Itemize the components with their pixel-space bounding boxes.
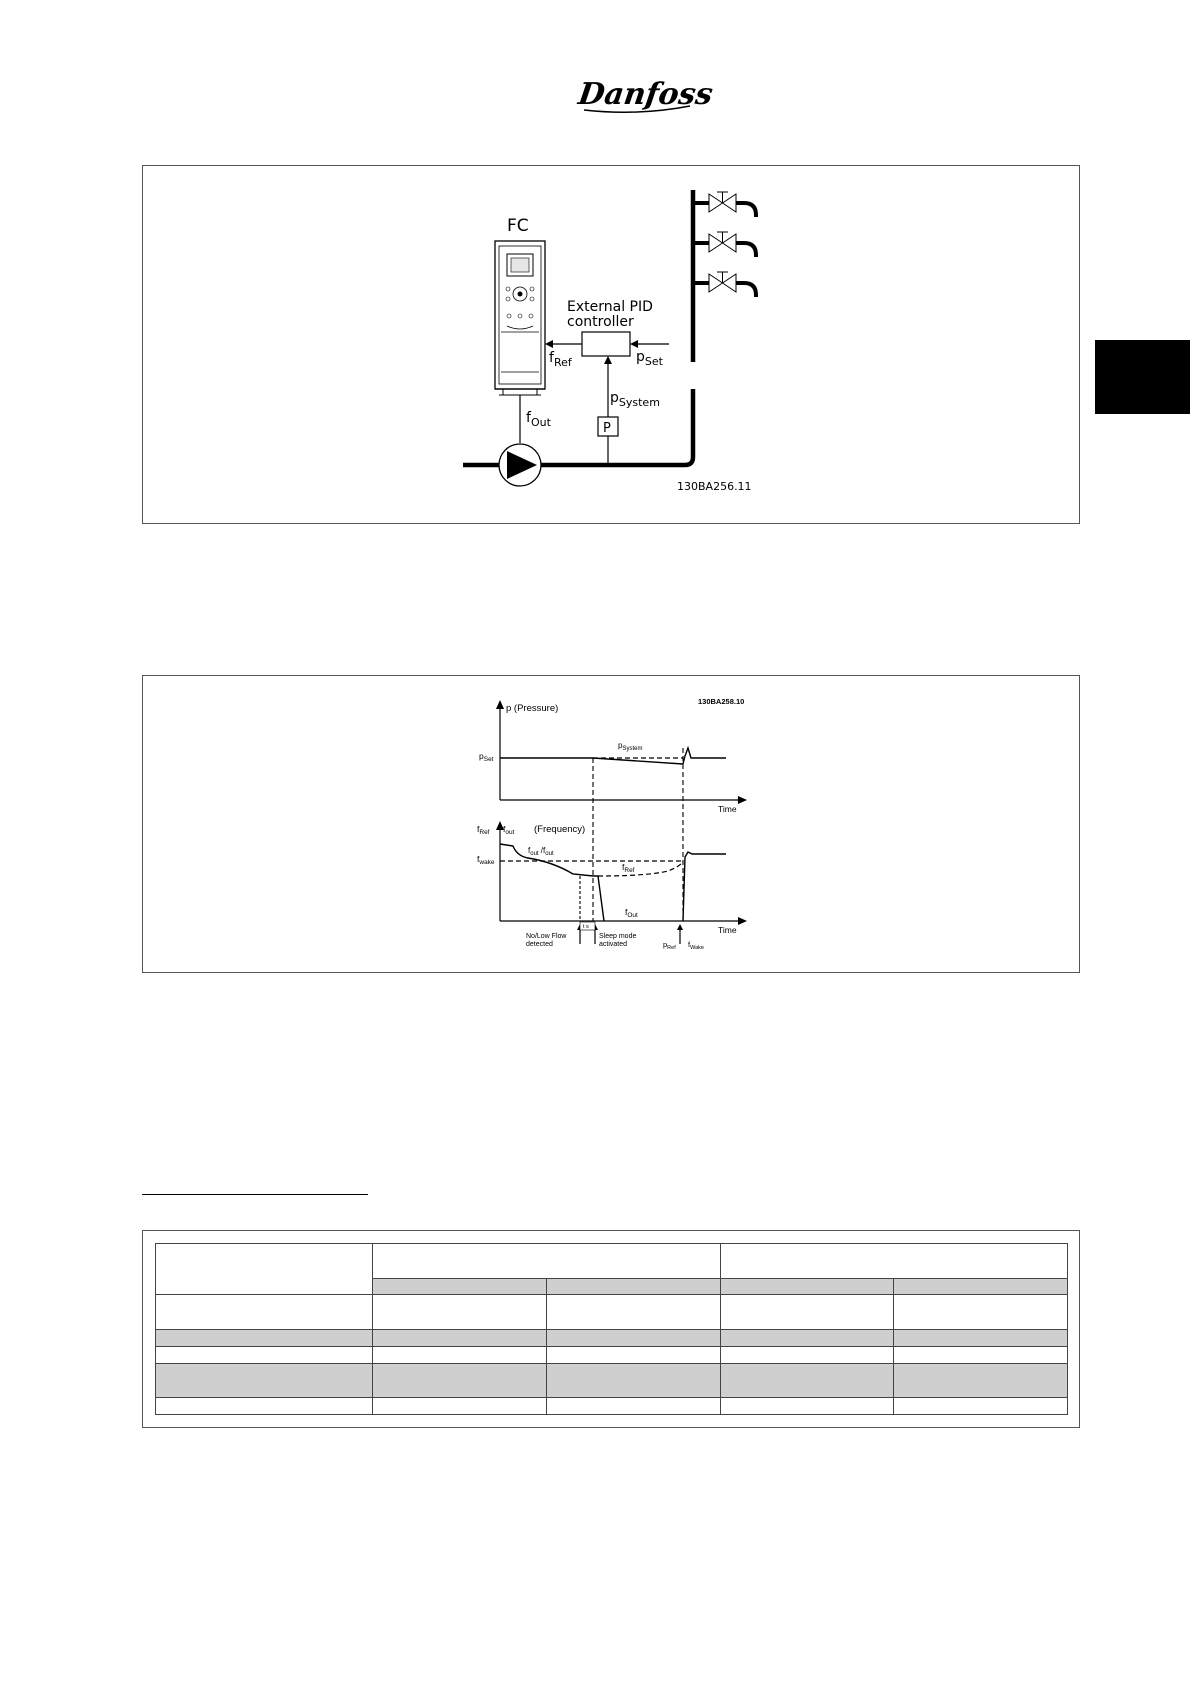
table-row	[156, 1347, 1068, 1364]
table-cell	[373, 1244, 721, 1279]
table-cell	[547, 1347, 721, 1364]
table-cell	[547, 1330, 721, 1347]
figure-code: 130BA256.11	[677, 480, 752, 493]
p-set-label: $p_{Set}$	[636, 349, 663, 368]
table-cell	[373, 1295, 547, 1330]
table-cell	[721, 1347, 894, 1364]
time-axis-label-bottom: Time	[718, 925, 737, 935]
danfoss-logo	[576, 70, 715, 120]
pid-label-line2: controller	[567, 314, 634, 330]
svg-text:Danfoss: Danfoss	[576, 77, 715, 112]
pump-icon	[499, 444, 541, 486]
sensor-label: P	[603, 421, 611, 436]
table-cell	[156, 1364, 373, 1398]
valve-icon	[693, 272, 756, 297]
table-cell	[373, 1398, 547, 1415]
table-cell	[894, 1330, 1068, 1347]
table-cell	[547, 1364, 721, 1398]
t-label: t s	[583, 924, 589, 930]
table-row	[156, 1398, 1068, 1415]
fout-curve-label: $f_{Out}$	[625, 907, 638, 919]
no-flow-label-line1: No/Low Flow	[526, 933, 567, 940]
table-row	[156, 1330, 1068, 1347]
fout-axis-label: $f_{out}$	[503, 824, 515, 836]
table-row	[156, 1295, 1068, 1330]
frequency-label: (Frequency)	[534, 824, 586, 835]
table-cell	[156, 1398, 373, 1415]
fref-curve-label: $f_{Ref}$	[622, 862, 635, 874]
sleep-mode-label-line2: activated	[599, 941, 628, 948]
table-frame	[142, 1230, 1080, 1428]
table-cell	[373, 1364, 547, 1398]
table-cell	[721, 1244, 1068, 1279]
table-header-row	[156, 1244, 1068, 1279]
table-cell	[156, 1330, 373, 1347]
valve-icon	[693, 232, 756, 257]
table-cell	[373, 1279, 547, 1295]
time-axis-label-top: Time	[718, 804, 737, 814]
table-cell	[156, 1347, 373, 1364]
table-cell	[894, 1364, 1068, 1398]
pid-controller-box	[582, 332, 630, 356]
no-flow-label-line2: detected	[526, 941, 553, 948]
figure-sleep-mode-timing	[142, 675, 1080, 973]
table-cell	[156, 1244, 373, 1295]
pref-marker-label: $p_{Ref}$	[663, 940, 676, 951]
fc-label: FC	[507, 216, 529, 236]
table-cell	[721, 1364, 894, 1398]
table-cell	[721, 1398, 894, 1415]
table-cell	[547, 1295, 721, 1330]
section-rule	[142, 1194, 368, 1195]
fref-axis-label: $f_{Ref}$	[477, 824, 490, 836]
table-row	[156, 1364, 1068, 1398]
table-cell	[721, 1279, 894, 1295]
p-system-label: $p_{System}$	[610, 390, 660, 409]
sleep-mode-label-line1: Sleep mode	[599, 933, 637, 940]
table-cell	[894, 1295, 1068, 1330]
table-cell	[894, 1279, 1068, 1295]
figure-system-diagram	[142, 165, 1080, 524]
fwake-marker-label: $f_{Wake}$	[688, 940, 704, 951]
table-cell	[894, 1347, 1068, 1364]
table-cell	[547, 1398, 721, 1415]
fwake-label: $f_{wake}$	[477, 854, 495, 866]
table-cell	[721, 1295, 894, 1330]
table-cell	[894, 1398, 1068, 1415]
valve-icon	[693, 192, 756, 217]
pid-label-line1: External PID	[567, 299, 653, 315]
f-out-label: $f_{Out}$	[526, 410, 551, 429]
frequency-converter-icon	[495, 241, 545, 395]
fout-fout-label: $f_{out}$ $/f_{out}$	[528, 846, 554, 857]
table-cell	[373, 1347, 547, 1364]
psystem-label: $p_{System}$	[618, 741, 643, 752]
table-cell	[721, 1330, 894, 1347]
f-ref-label: $f_{Ref}$	[549, 350, 572, 369]
chapter-tab	[1095, 340, 1190, 414]
data-table	[155, 1243, 1068, 1415]
figure-code: 130BA258.10	[698, 697, 745, 706]
table-cell	[373, 1330, 547, 1347]
pset-label: $p_{Set}$	[479, 751, 494, 763]
pressure-axis-label: p (Pressure)	[506, 703, 559, 714]
table-cell	[547, 1279, 721, 1295]
table-cell	[156, 1295, 373, 1330]
